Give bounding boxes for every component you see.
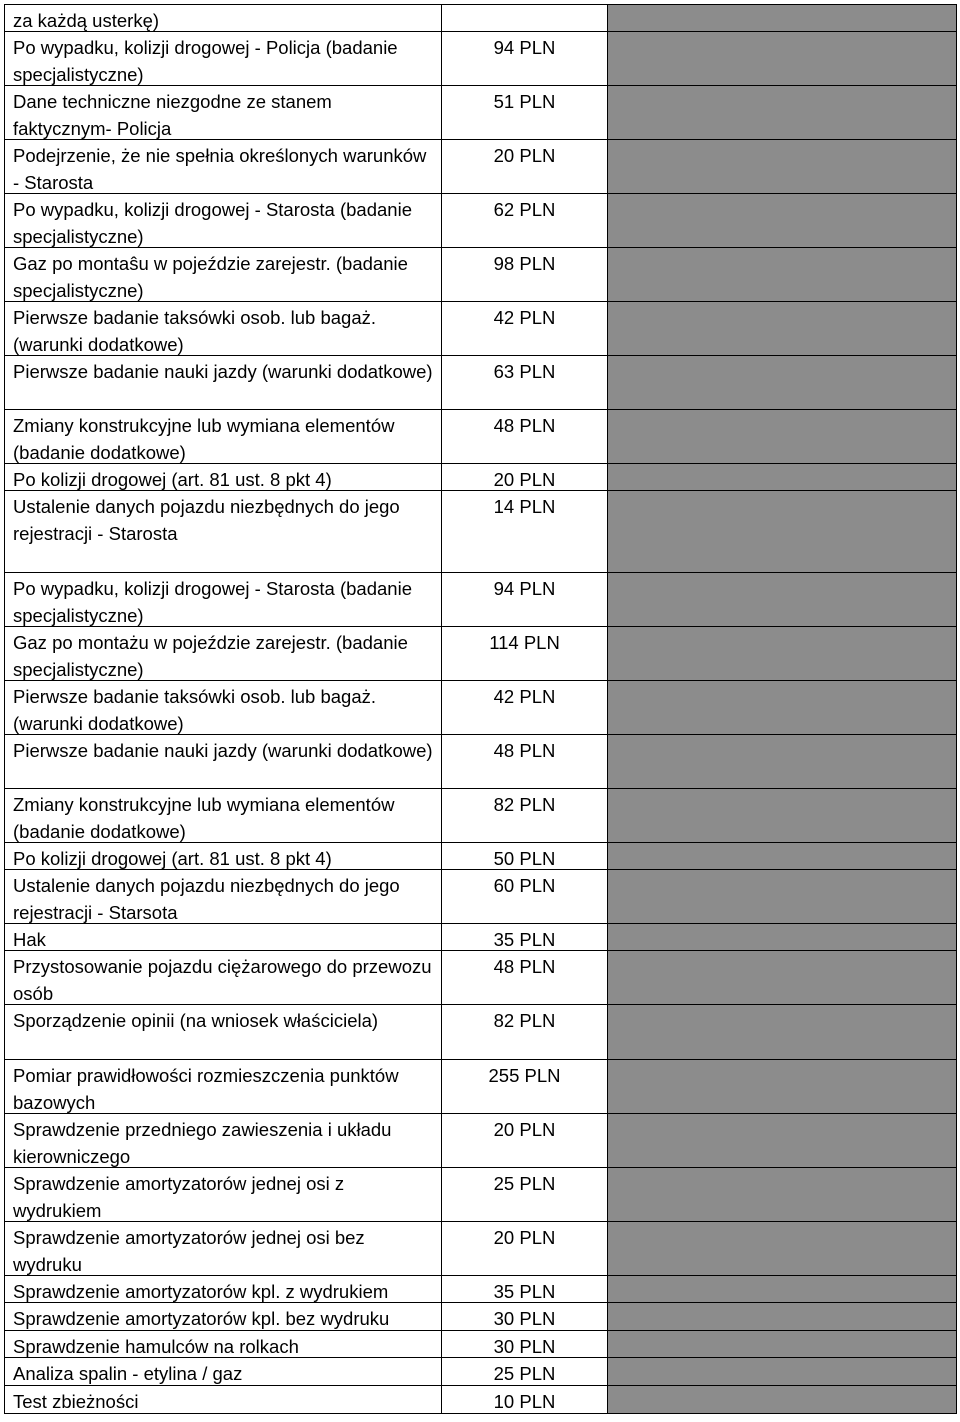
- service-price: 63 PLN: [442, 356, 608, 409]
- table-row: [4, 248, 957, 302]
- service-price: 20 PLN: [442, 1222, 608, 1275]
- shaded-column-cell: [608, 410, 957, 463]
- table-row: [4, 140, 957, 194]
- shaded-column-cell: [608, 843, 957, 869]
- service-price: 20 PLN: [442, 464, 608, 490]
- service-description: Sprawdzenie hamulców na rolkach: [4, 1331, 442, 1357]
- table-row: [4, 194, 957, 248]
- price-table: [4, 4, 957, 1414]
- service-price: 48 PLN: [442, 735, 608, 788]
- service-price: 94 PLN: [442, 573, 608, 626]
- table-row: [4, 789, 957, 843]
- table-row: [4, 1276, 957, 1303]
- shaded-column-cell: [608, 870, 957, 923]
- service-price: 62 PLN: [442, 194, 608, 247]
- service-description: Sprawdzenie amortyzatorów kpl. bez wydruku: [4, 1303, 442, 1330]
- table-row: [4, 627, 957, 681]
- service-price: 51 PLN: [442, 86, 608, 139]
- table-row: [4, 410, 957, 464]
- table-row: [4, 86, 957, 140]
- service-price: 35 PLN: [442, 1276, 608, 1302]
- service-price: [442, 5, 608, 31]
- service-description: Po wypadku, kolizji drogowej - Policja (badanie specjalistyczne): [4, 32, 442, 85]
- table-row: [4, 32, 957, 86]
- service-description: Pierwsze badanie nauki jazdy (warunki dodatkowe): [4, 735, 442, 788]
- service-price: 25 PLN: [442, 1358, 608, 1385]
- table-row: [4, 735, 957, 789]
- table-row: [4, 356, 957, 410]
- shaded-column-cell: [608, 248, 957, 301]
- table-row: [4, 870, 957, 924]
- shaded-column-cell: [608, 86, 957, 139]
- table-row: [4, 1222, 957, 1276]
- table-row: [4, 5, 957, 32]
- service-price: 30 PLN: [442, 1303, 608, 1330]
- service-price: 82 PLN: [442, 789, 608, 842]
- shaded-column-cell: [608, 735, 957, 788]
- service-price: 48 PLN: [442, 410, 608, 463]
- shaded-column-cell: [608, 1114, 957, 1167]
- shaded-column-cell: [608, 1005, 957, 1059]
- service-price: 10 PLN: [442, 1386, 608, 1413]
- shaded-column-cell: [608, 627, 957, 680]
- service-description: Hak: [4, 924, 442, 950]
- table-row: [4, 681, 957, 735]
- service-price: 94 PLN: [442, 32, 608, 85]
- shaded-column-cell: [608, 302, 957, 355]
- shaded-column-cell: [608, 5, 957, 31]
- shaded-column-cell: [608, 681, 957, 734]
- table-row: [4, 573, 957, 627]
- service-price: 82 PLN: [442, 1005, 608, 1059]
- service-description: Ustalenie danych pojazdu niezbędnych do jego rejestracji - Starsota: [4, 870, 442, 923]
- table-row: [4, 1114, 957, 1168]
- service-price: 14 PLN: [442, 491, 608, 572]
- service-description: Sporządzenie opinii (na wniosek właściciela): [4, 1005, 442, 1059]
- service-price: 48 PLN: [442, 951, 608, 1004]
- table-row: [4, 924, 957, 951]
- shaded-column-cell: [608, 1222, 957, 1275]
- shaded-column-cell: [608, 32, 957, 85]
- service-description: za każdą usterkę): [4, 5, 442, 31]
- service-price: 35 PLN: [442, 924, 608, 950]
- shaded-column-cell: [608, 194, 957, 247]
- shaded-column-cell: [608, 140, 957, 193]
- table-row: [4, 1168, 957, 1222]
- service-description: Dane techniczne niezgodne ze stanem faktycznym- Policja: [4, 86, 442, 139]
- service-price: 60 PLN: [442, 870, 608, 923]
- service-description: Ustalenie danych pojazdu niezbędnych do jego rejestracji - Starosta: [4, 491, 442, 572]
- service-description: Sprawdzenie amortyzatorów jednej osi z wydrukiem: [4, 1168, 442, 1221]
- shaded-column-cell: [608, 1276, 957, 1302]
- service-description: Sprawdzenie przedniego zawieszenia i układu kierowniczego: [4, 1114, 442, 1167]
- table-row: [4, 1005, 957, 1060]
- service-description: Po kolizji drogowej (art. 81 ust. 8 pkt 4): [4, 843, 442, 869]
- service-description: Gaz po montaŝu w pojeździe zarejestr. (badanie specjalistyczne): [4, 248, 442, 301]
- service-description: Pierwsze badanie nauki jazdy (warunki dodatkowe): [4, 356, 442, 409]
- service-description: Analiza spalin - etylina / gaz: [4, 1358, 442, 1385]
- service-description: Po wypadku, kolizji drogowej - Starosta (badanie specjalistyczne): [4, 194, 442, 247]
- shaded-column-cell: [608, 1386, 957, 1413]
- service-description: Po kolizji drogowej (art. 81 ust. 8 pkt 4): [4, 464, 442, 490]
- shaded-column-cell: [608, 1060, 957, 1113]
- table-row: [4, 1331, 957, 1358]
- service-price: 50 PLN: [442, 843, 608, 869]
- table-row: [4, 1060, 957, 1114]
- table-row: [4, 491, 957, 573]
- shaded-column-cell: [608, 924, 957, 950]
- table-row: [4, 1358, 957, 1386]
- service-price: 25 PLN: [442, 1168, 608, 1221]
- table-row: [4, 1386, 957, 1413]
- service-description: Pomiar prawidłowości rozmieszczenia punktów bazowych: [4, 1060, 442, 1113]
- service-description: Sprawdzenie amortyzatorów kpl. z wydrukiem: [4, 1276, 442, 1302]
- service-price: 20 PLN: [442, 1114, 608, 1167]
- service-price: 20 PLN: [442, 140, 608, 193]
- service-description: Podejrzenie, że nie spełnia określonych warunków - Starosta: [4, 140, 442, 193]
- table-row: [4, 843, 957, 870]
- table-row: [4, 951, 957, 1005]
- table-row: [4, 1303, 957, 1331]
- service-price: 42 PLN: [442, 681, 608, 734]
- service-description: Test zbieżności: [4, 1386, 442, 1413]
- service-description: Zmiany konstrukcyjne lub wymiana elementów (badanie dodatkowe): [4, 410, 442, 463]
- table-row: [4, 464, 957, 491]
- shaded-column-cell: [608, 951, 957, 1004]
- service-description: Gaz po montażu w pojeździe zarejestr. (badanie specjalistyczne): [4, 627, 442, 680]
- service-price: 98 PLN: [442, 248, 608, 301]
- shaded-column-cell: [608, 491, 957, 572]
- service-price: 42 PLN: [442, 302, 608, 355]
- table-row: [4, 302, 957, 356]
- shaded-column-cell: [608, 1358, 957, 1385]
- shaded-column-cell: [608, 1303, 957, 1330]
- shaded-column-cell: [608, 356, 957, 409]
- shaded-column-cell: [608, 573, 957, 626]
- service-description: Sprawdzenie amortyzatorów jednej osi bez wydruku: [4, 1222, 442, 1275]
- shaded-column-cell: [608, 789, 957, 842]
- shaded-column-cell: [608, 1331, 957, 1357]
- service-price: 255 PLN: [442, 1060, 608, 1113]
- service-description: Przystosowanie pojazdu ciężarowego do przewozu osób: [4, 951, 442, 1004]
- service-description: Pierwsze badanie taksówki osob. lub bagaż. (warunki dodatkowe): [4, 302, 442, 355]
- service-description: Pierwsze badanie taksówki osob. lub bagaż. (warunki dodatkowe): [4, 681, 442, 734]
- shaded-column-cell: [608, 1168, 957, 1221]
- service-price: 30 PLN: [442, 1331, 608, 1357]
- service-description: Po wypadku, kolizji drogowej - Starosta (badanie specjalistyczne): [4, 573, 442, 626]
- shaded-column-cell: [608, 464, 957, 490]
- service-description: Zmiany konstrukcyjne lub wymiana elementów (badanie dodatkowe): [4, 789, 442, 842]
- service-price: 114 PLN: [442, 627, 608, 680]
